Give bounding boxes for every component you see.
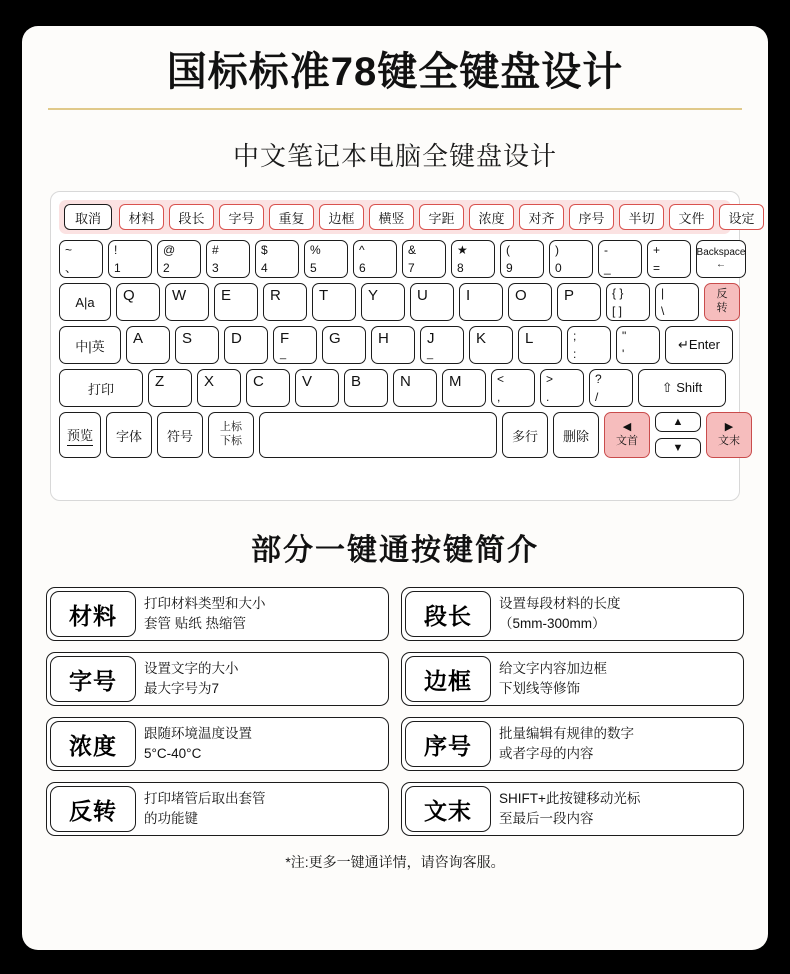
card-material-line1: 打印材料类型和大小 [144, 596, 266, 612]
card-doc-end [401, 782, 744, 836]
card-segment-length-text [499, 594, 621, 633]
key-preview[interactable] [59, 412, 101, 458]
key-j-label: J [427, 330, 435, 347]
key-align[interactable]: 对齐 [519, 204, 564, 230]
key-3[interactable] [206, 240, 250, 278]
key-c[interactable]: C [246, 369, 290, 407]
key-caps-case[interactable]: A|a [59, 283, 111, 321]
key-w[interactable]: W [165, 283, 209, 321]
key-cancel[interactable]: 取消 [64, 204, 112, 230]
feature-card-grid [46, 587, 744, 836]
key-n[interactable]: N [393, 369, 437, 407]
key-arrow-up[interactable]: ▲ [655, 412, 701, 432]
card-font-size [46, 652, 389, 706]
key-7[interactable] [402, 240, 446, 278]
key-f-label: F [280, 330, 290, 347]
key-enter[interactable]: ↵Enter [665, 326, 733, 364]
key-a[interactable]: A [126, 326, 170, 364]
card-material [46, 587, 389, 641]
card-density-line1: 跟随环境温度设置 [144, 726, 252, 742]
key-slash[interactable] [589, 369, 633, 407]
arrow-right-icon: ▶ [724, 421, 734, 434]
card-reverse-text [144, 789, 266, 828]
card-reverse-chip: 反转 [50, 786, 136, 832]
key-equals-bottom: = [653, 261, 661, 275]
key-char-spacing[interactable]: 字距 [419, 204, 464, 230]
key-1-bottom: 1 [114, 261, 121, 275]
key-superscript-subscript[interactable] [208, 412, 254, 458]
key-0-top: ) [555, 243, 559, 257]
key-reverse-line2: 转 [716, 302, 728, 314]
card-border-text [499, 659, 607, 698]
card-segment-length-chip: 段长 [405, 591, 491, 637]
key-language-toggle[interactable]: 中|英 [59, 326, 121, 364]
key-v[interactable]: V [295, 369, 339, 407]
card-reverse-line2: 的功能键 [144, 811, 198, 826]
key-orientation[interactable]: 横竖 [369, 204, 414, 230]
key-q[interactable]: Q [116, 283, 160, 321]
key-o[interactable]: O [508, 283, 552, 321]
card-font-size-chip: 字号 [50, 656, 136, 702]
key-3-top: # [212, 243, 219, 257]
key-y[interactable]: Y [361, 283, 405, 321]
key-tilde-bottom: 、 [65, 261, 78, 275]
key-slash-top: ? [595, 372, 602, 386]
arrow-keys-group [655, 412, 701, 458]
key-brackets-bottom: [ ] [612, 304, 623, 318]
key-l[interactable]: L [518, 326, 562, 364]
key-0[interactable] [549, 240, 593, 278]
card-density-chip: 浓度 [50, 721, 136, 767]
key-period-top: > [546, 372, 554, 386]
key-semicolon-top: ; [573, 329, 577, 343]
key-1[interactable] [108, 240, 152, 278]
arrow-left-icon: ◀ [622, 421, 632, 434]
key-5[interactable] [304, 240, 348, 278]
key-8-top: ★ [457, 243, 468, 257]
card-reverse [46, 782, 389, 836]
key-half-cut[interactable]: 半切 [619, 204, 664, 230]
key-reverse-line1: 反 [716, 288, 728, 301]
key-2-bottom: 2 [163, 261, 170, 275]
key-backspace-label: Backspace [696, 247, 746, 258]
card-font-size-text [144, 659, 239, 698]
key-f-homing-bar: _ [280, 348, 287, 360]
key-g[interactable]: G [322, 326, 366, 364]
keyboard-row-numbers [59, 240, 746, 278]
key-5-bottom: 5 [310, 261, 317, 275]
keyboard-row-space [59, 412, 740, 458]
key-file[interactable]: 文件 [669, 204, 714, 230]
key-4[interactable] [255, 240, 299, 278]
key-doc-start-label: 文首 [616, 435, 638, 447]
keyboard-row-bottom-letters [59, 369, 731, 407]
key-s[interactable]: S [175, 326, 219, 364]
keyboard-row-home [59, 326, 731, 364]
card-doc-end-line1: SHIFT+此按键移动光标 [499, 791, 641, 807]
card-sequence-text [499, 724, 634, 763]
key-m[interactable]: M [442, 369, 486, 407]
key-comma[interactable] [491, 369, 535, 407]
key-4-bottom: 4 [261, 261, 268, 275]
card-segment-length [401, 587, 744, 641]
key-doc-end-label: 文末 [718, 435, 740, 447]
card-doc-end-line2: 至最后一段内容 [499, 811, 594, 826]
key-superscript-label: 上标 [220, 421, 242, 434]
key-arrow-down[interactable]: ▼ [655, 438, 701, 458]
key-t[interactable]: T [312, 283, 356, 321]
page-subtitle: 中文笔记本电脑全键盘设计 [232, 141, 557, 171]
keyboard-diagram [50, 191, 755, 501]
key-d[interactable]: D [224, 326, 268, 364]
key-multiline[interactable]: 多行 [502, 412, 548, 458]
key-backslash-top: | [661, 286, 665, 300]
key-r[interactable]: R [263, 283, 307, 321]
key-1-top: ! [114, 243, 118, 257]
key-j-homing-bar: _ [427, 348, 434, 360]
key-sequence[interactable]: 序号 [569, 204, 614, 230]
card-material-text [144, 594, 266, 633]
card-border [401, 652, 744, 706]
key-space[interactable] [259, 412, 497, 458]
key-border[interactable]: 边框 [319, 204, 364, 230]
key-preview-label: 预览 [67, 425, 93, 446]
key-comma-bottom: , [497, 390, 501, 404]
card-doc-end-text [499, 789, 640, 828]
key-doc-start[interactable] [604, 412, 650, 458]
key-backspace[interactable] [696, 240, 746, 278]
key-h[interactable]: H [371, 326, 415, 364]
key-brackets-top: { } [612, 286, 624, 300]
card-density [46, 717, 389, 771]
key-print[interactable]: 打印 [59, 369, 143, 407]
card-font-size-line1: 设置文字的大小 [144, 661, 239, 677]
page-title: 国标标准78键全键盘设计 [166, 50, 624, 94]
key-semicolon[interactable] [567, 326, 611, 364]
key-2-top: @ [163, 243, 176, 257]
key-equals[interactable] [647, 240, 691, 278]
card-sequence-chip: 序号 [405, 721, 491, 767]
key-minus-bottom: _ [604, 261, 611, 275]
poster-page [22, 26, 768, 950]
key-font-size[interactable]: 字号 [219, 204, 264, 230]
backspace-arrow-icon: ← [716, 259, 726, 270]
keyboard-row-qwerty [59, 283, 731, 321]
card-border-line2: 下划线等修饰 [499, 681, 580, 696]
key-backslash[interactable] [655, 283, 699, 321]
key-shift[interactable]: ⇧ Shift [638, 369, 726, 407]
key-f[interactable] [273, 326, 317, 364]
key-tilde[interactable] [59, 240, 103, 278]
key-semicolon-bottom: : [573, 347, 577, 361]
key-j[interactable] [420, 326, 464, 364]
key-quote[interactable] [616, 326, 660, 364]
key-reverse[interactable] [704, 283, 740, 321]
card-sequence-line1: 批量编辑有规律的数字 [499, 726, 634, 742]
key-quote-top: " [622, 329, 627, 343]
key-symbol[interactable]: 符号 [157, 412, 203, 458]
key-6-bottom: 6 [359, 261, 366, 275]
card-sequence-line2: 或者字母的内容 [499, 746, 594, 761]
key-density[interactable]: 浓度 [469, 204, 514, 230]
key-4-top: $ [261, 243, 268, 257]
key-minus[interactable] [598, 240, 642, 278]
key-period-bottom: . [546, 390, 550, 404]
card-sequence [401, 717, 744, 771]
card-reverse-line1: 打印堵管后取出套管 [144, 791, 266, 807]
key-material[interactable]: 材料 [119, 204, 164, 230]
key-e[interactable]: E [214, 283, 258, 321]
card-border-line1: 给文字内容加边框 [499, 661, 607, 677]
key-comma-top: < [497, 372, 505, 386]
card-material-chip: 材料 [50, 591, 136, 637]
key-7-bottom: 7 [408, 261, 415, 275]
key-tilde-top: ~ [65, 243, 73, 257]
card-material-line2: 套管 贴纸 热缩管 [144, 616, 247, 631]
title-section [48, 26, 742, 110]
key-k[interactable]: K [469, 326, 513, 364]
key-quote-bottom: ' [622, 347, 625, 361]
key-delete[interactable]: 删除 [553, 412, 599, 458]
key-i[interactable]: I [459, 283, 503, 321]
key-period[interactable] [540, 369, 584, 407]
key-6[interactable] [353, 240, 397, 278]
key-settings[interactable]: 设定 [719, 204, 764, 230]
function-key-strip [59, 200, 755, 234]
key-7-top: & [408, 243, 417, 257]
card-density-text [144, 724, 252, 763]
card-segment-length-line2: （5mm-300mm） [499, 616, 606, 631]
key-3-bottom: 3 [212, 261, 219, 275]
key-8-bottom: 8 [457, 261, 464, 275]
key-8[interactable] [451, 240, 495, 278]
key-brackets[interactable] [606, 283, 650, 321]
key-font[interactable]: 字体 [106, 412, 152, 458]
key-5-top: % [310, 243, 321, 257]
section-title: 部分一键通按键简介 [251, 534, 539, 567]
key-equals-top: + [653, 243, 661, 257]
key-z[interactable]: Z [148, 369, 192, 407]
card-segment-length-line1: 设置每段材料的长度 [499, 596, 621, 612]
key-minus-top: - [604, 243, 608, 257]
footer-note: *注:更多一键通详情，请咨询客服。 [285, 854, 505, 870]
key-backslash-bottom: \ [661, 304, 665, 318]
card-doc-end-chip: 文末 [405, 786, 491, 832]
key-doc-end[interactable] [706, 412, 752, 458]
key-repeat[interactable]: 重复 [269, 204, 314, 230]
key-9-bottom: 9 [506, 261, 513, 275]
key-9-top: ( [506, 243, 510, 257]
card-density-line2: 5°C-40°C [144, 746, 202, 761]
key-subscript-label: 下标 [220, 435, 242, 447]
key-slash-bottom: / [595, 390, 599, 404]
key-2[interactable] [157, 240, 201, 278]
key-segment-length[interactable]: 段长 [169, 204, 214, 230]
key-x[interactable]: X [197, 369, 241, 407]
key-p[interactable]: P [557, 283, 601, 321]
key-0-bottom: 0 [555, 261, 562, 275]
key-9[interactable] [500, 240, 544, 278]
card-border-chip: 边框 [405, 656, 491, 702]
key-u[interactable]: U [410, 283, 454, 321]
card-font-size-line2: 最大字号为7 [144, 681, 220, 696]
key-6-top: ^ [359, 243, 365, 257]
key-b[interactable]: B [344, 369, 388, 407]
